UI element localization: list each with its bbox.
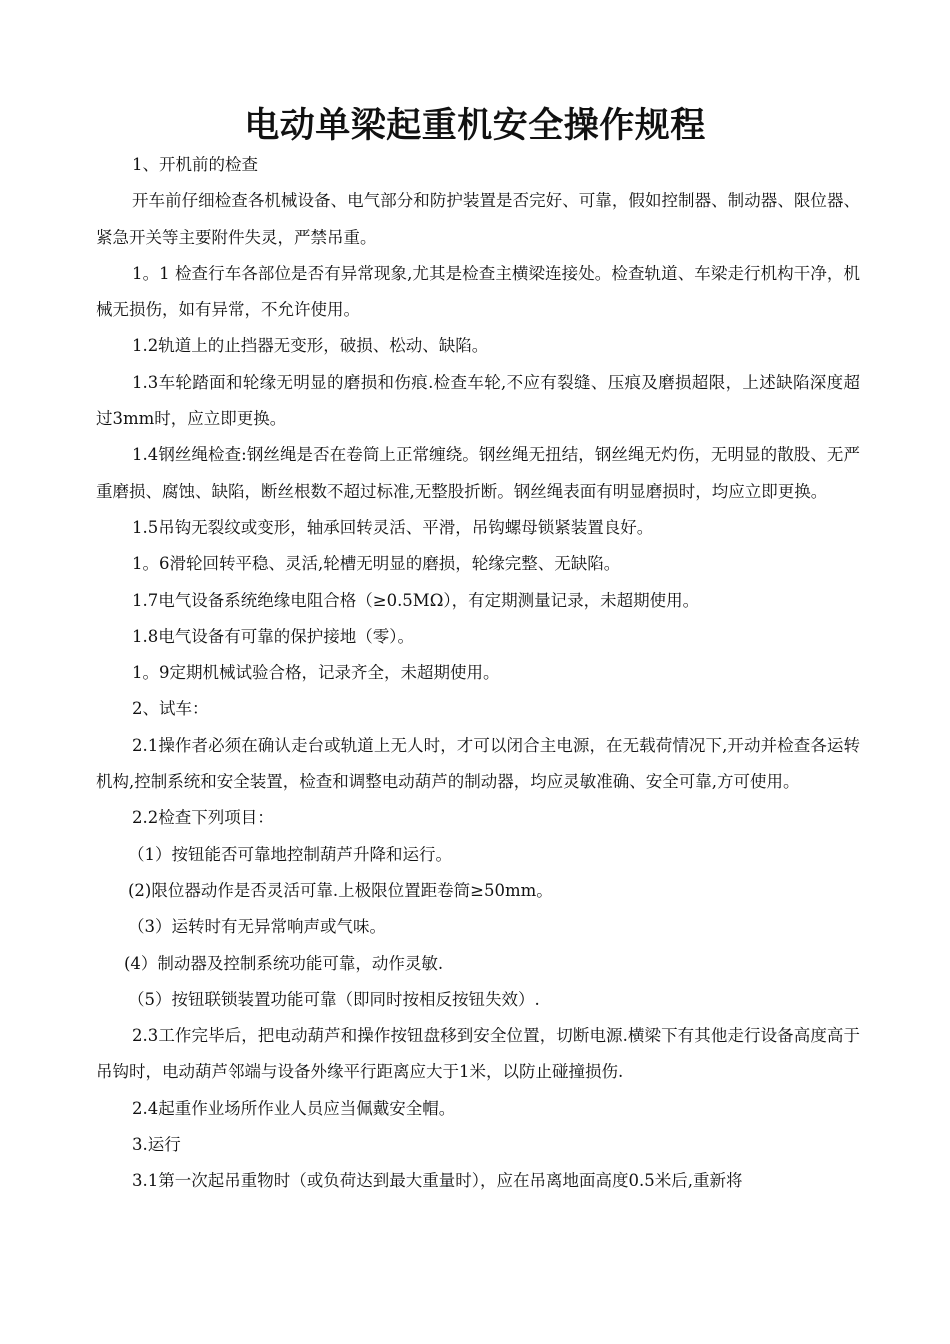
paragraph: 3.1第一次起吊重物时（或负荷达到最大重量时），应在吊离地面高度0.5米后,重新将 (132, 1171, 743, 1191)
paragraph: 1.8电气设备有可靠的保护接地（零）。 (132, 626, 414, 646)
list-item: （1）按钮能否可靠地控制葫芦升降和运行。 (128, 844, 452, 864)
list-item: （5）按钮联锁装置功能可靠（即同时按相反按钮失效）. (128, 989, 540, 1009)
paragraph: 2.2检查下列项目： (132, 808, 274, 828)
paragraph: 1.4钢丝绳检查:钢丝绳是否在卷筒上正常缠绕。钢丝绳无扭结，钢丝绳无灼伤，无明显的散股、无严重磨损、腐蚀、缺陷，断丝根数不超过标准,无整股折断。钢丝绳表面有明显磨损时，均应立即更换。 (96, 445, 860, 501)
paragraph: 1.7电气设备系统绝缘电阻合格（≥0.5MΩ），有定期测量记录，未超期使用。 (132, 590, 700, 610)
paragraph: 2.3工作完毕后，把电动葫芦和操作按钮盘移到安全位置，切断电源.横梁下有其他走行设备高度高于吊钩时，电动葫芦邻端与设备外缘平行距离应大于1米，以防止碰撞损伤. (96, 1026, 860, 1082)
section-heading-2: 2、试车： (132, 699, 209, 719)
paragraph: 1.3车轮踏面和轮缘无明显的磨损和伤痕.检查车轮,不应有裂缝、压痕及磨损超限，上述缺陷深度超过3mm时，应立即更换。 (96, 372, 860, 429)
paragraph: 1。6滑轮回转平稳、灵活,轮槽无明显的磨损，轮缘完整、无缺陷。 (132, 554, 621, 574)
paragraph: 2.4起重作业场所作业人员应当佩戴安全帽。 (132, 1098, 456, 1118)
paragraph: 1.5吊钩无裂纹或变形，轴承回转灵活、平滑，吊钩螺母锁紧装置良好。 (132, 517, 654, 537)
paragraph: 开车前仔细检查各机械设备、电气部分和防护装置是否完好、可靠，假如控制器、制动器、限位器、紧急开关等主要附件失灵，严禁吊重。 (96, 191, 860, 247)
paragraph: 2.1操作者必须在确认走台或轨道上无人时，才可以闭合主电源，在无载荷情况下,开动并检查各运转机构,控制系统和安全装置，检查和调整电动葫芦的制动器，均应灵敏准确、安全可靠,方可使用。 (96, 735, 860, 792)
section-heading-1: 1、开机前的检查 (132, 155, 258, 174)
list-item: (4）制动器及控制系统功能可靠，动作灵敏. (124, 953, 444, 973)
document-body (96, 147, 860, 1200)
paragraph: 1。9定期机械试验合格，记录齐全，未超期使用。 (132, 663, 500, 683)
list-item: （3）运转时有无异常响声或气味。 (128, 917, 386, 937)
list-item: (2)限位器动作是否灵活可靠.上极限位置距卷筒≥50mm。 (128, 880, 553, 900)
section-heading-3: 3.运行 (132, 1135, 181, 1155)
paragraph: 1。1 检查行车各部位是否有异常现象,尤其是检查主横梁连接处。检查轨道、车梁走行机构干净，机械无损伤，如有异常，不允许使用。 (96, 263, 860, 320)
paragraph: 1.2轨道上的止挡器无变形，破损、松动、缺陷。 (132, 336, 489, 356)
document-title: 电动单梁起重机安全操作规程 (244, 106, 706, 146)
